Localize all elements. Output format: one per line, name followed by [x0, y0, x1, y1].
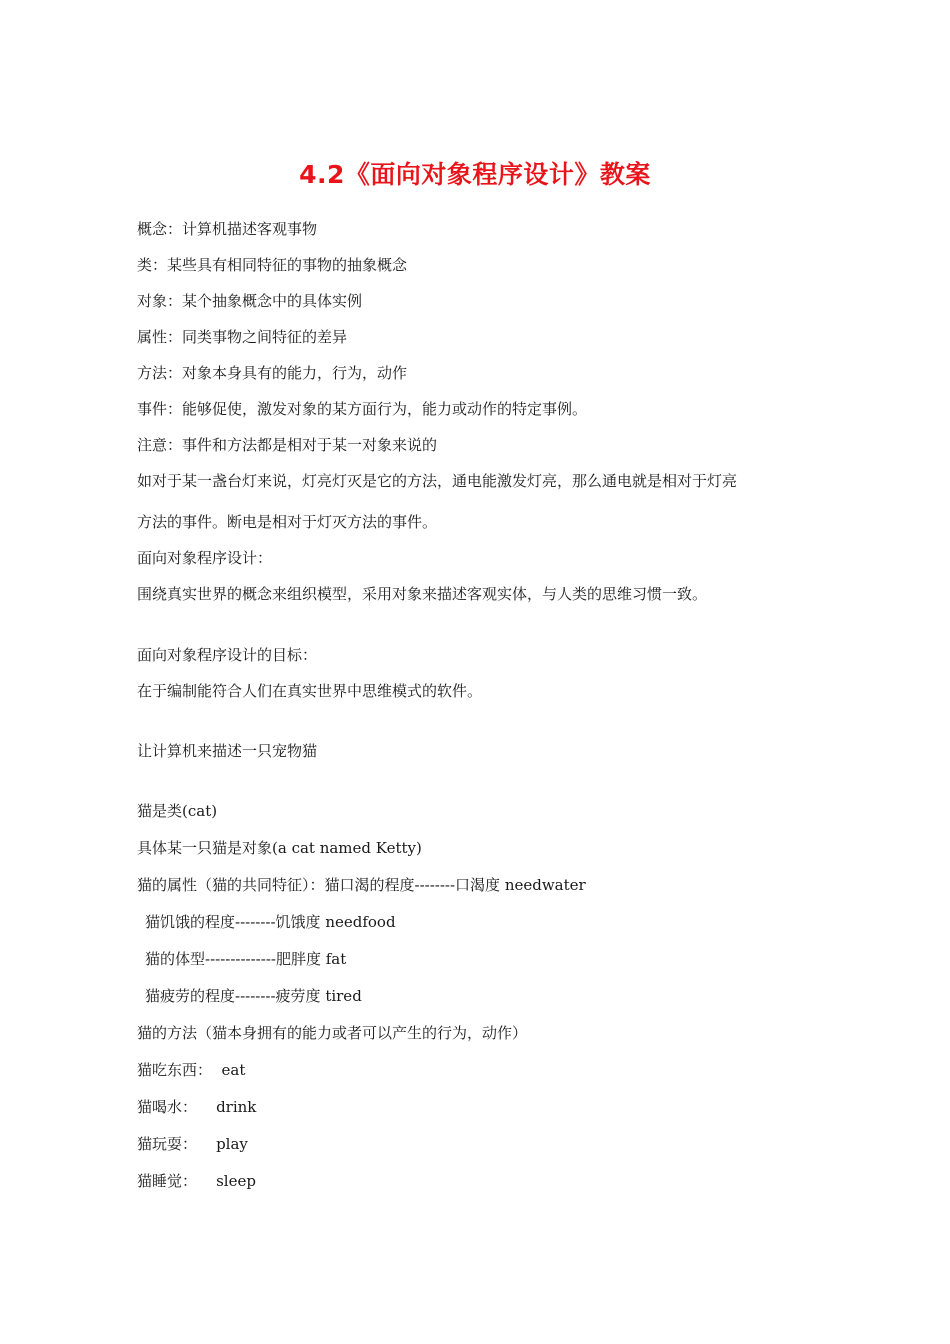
- class-definition-line: 类：某些具有相同特征的事物的抽象概念: [137, 256, 408, 274]
- document-title: 4.2《面向对象程序设计》教案: [299, 160, 651, 189]
- cat-sleep-method-line: 猫睡觉： sleep: [137, 1172, 256, 1190]
- event-definition-line: 事件：能够促使，激发对象的某方面行为，能力或动作的特定事例。: [137, 400, 588, 418]
- pet-cat-intro-line: 让计算机来描述一只宠物猫: [137, 742, 318, 760]
- method-definition-line: 方法：对象本身具有的能力，行为，动作: [137, 364, 408, 382]
- lamp-example-line: 如对于某一盏台灯来说，灯亮灯灭是它的方法，通电能激发灯亮，那么通电就是相对于灯亮: [137, 472, 738, 490]
- lamp-example-continued-line: 方法的事件。断电是相对于灯灭方法的事件。: [137, 513, 438, 531]
- cat-class-line: 猫是类(cat): [137, 802, 218, 820]
- oop-description-line: 围绕真实世界的概念来组织模型，采用对象来描述客观实体，与人类的思维习惯一致。: [137, 585, 708, 603]
- cat-hunger-property-line: 猫饥饿的程度--------饥饿度 needfood: [145, 913, 396, 931]
- cat-fat-property-line: 猫的体型--------------肥胖度 fat: [145, 950, 347, 968]
- cat-methods-line: 猫的方法（猫本身拥有的能力或者可以产生的行为，动作）: [137, 1024, 528, 1042]
- cat-object-line: 具体某一只猫是对象(a cat named Ketty): [137, 839, 422, 857]
- oop-goal-description-line: 在于编制能符合人们在真实世界中思维模式的软件。: [137, 682, 483, 700]
- cat-properties-line: 猫的属性（猫的共同特征）：猫口渴的程度--------口渴度 needwater: [137, 876, 586, 894]
- object-definition-line: 对象：某个抽象概念中的具体实例: [137, 292, 363, 310]
- cat-drink-method-line: 猫喝水： drink: [137, 1098, 257, 1116]
- oop-heading-line: 面向对象程序设计：: [137, 549, 273, 567]
- cat-play-method-line: 猫玩耍： play: [137, 1135, 248, 1153]
- concept-line: 概念：计算机描述客观事物: [137, 220, 318, 238]
- property-definition-line: 属性：同类事物之间特征的差异: [137, 328, 348, 346]
- cat-tired-property-line: 猫疲劳的程度--------疲劳度 tired: [145, 987, 362, 1005]
- oop-goal-heading-line: 面向对象程序设计的目标：: [137, 646, 318, 664]
- note-line: 注意：事件和方法都是相对于某一对象来说的: [137, 436, 438, 454]
- cat-eat-method-line: 猫吃东西： eat: [137, 1061, 246, 1079]
